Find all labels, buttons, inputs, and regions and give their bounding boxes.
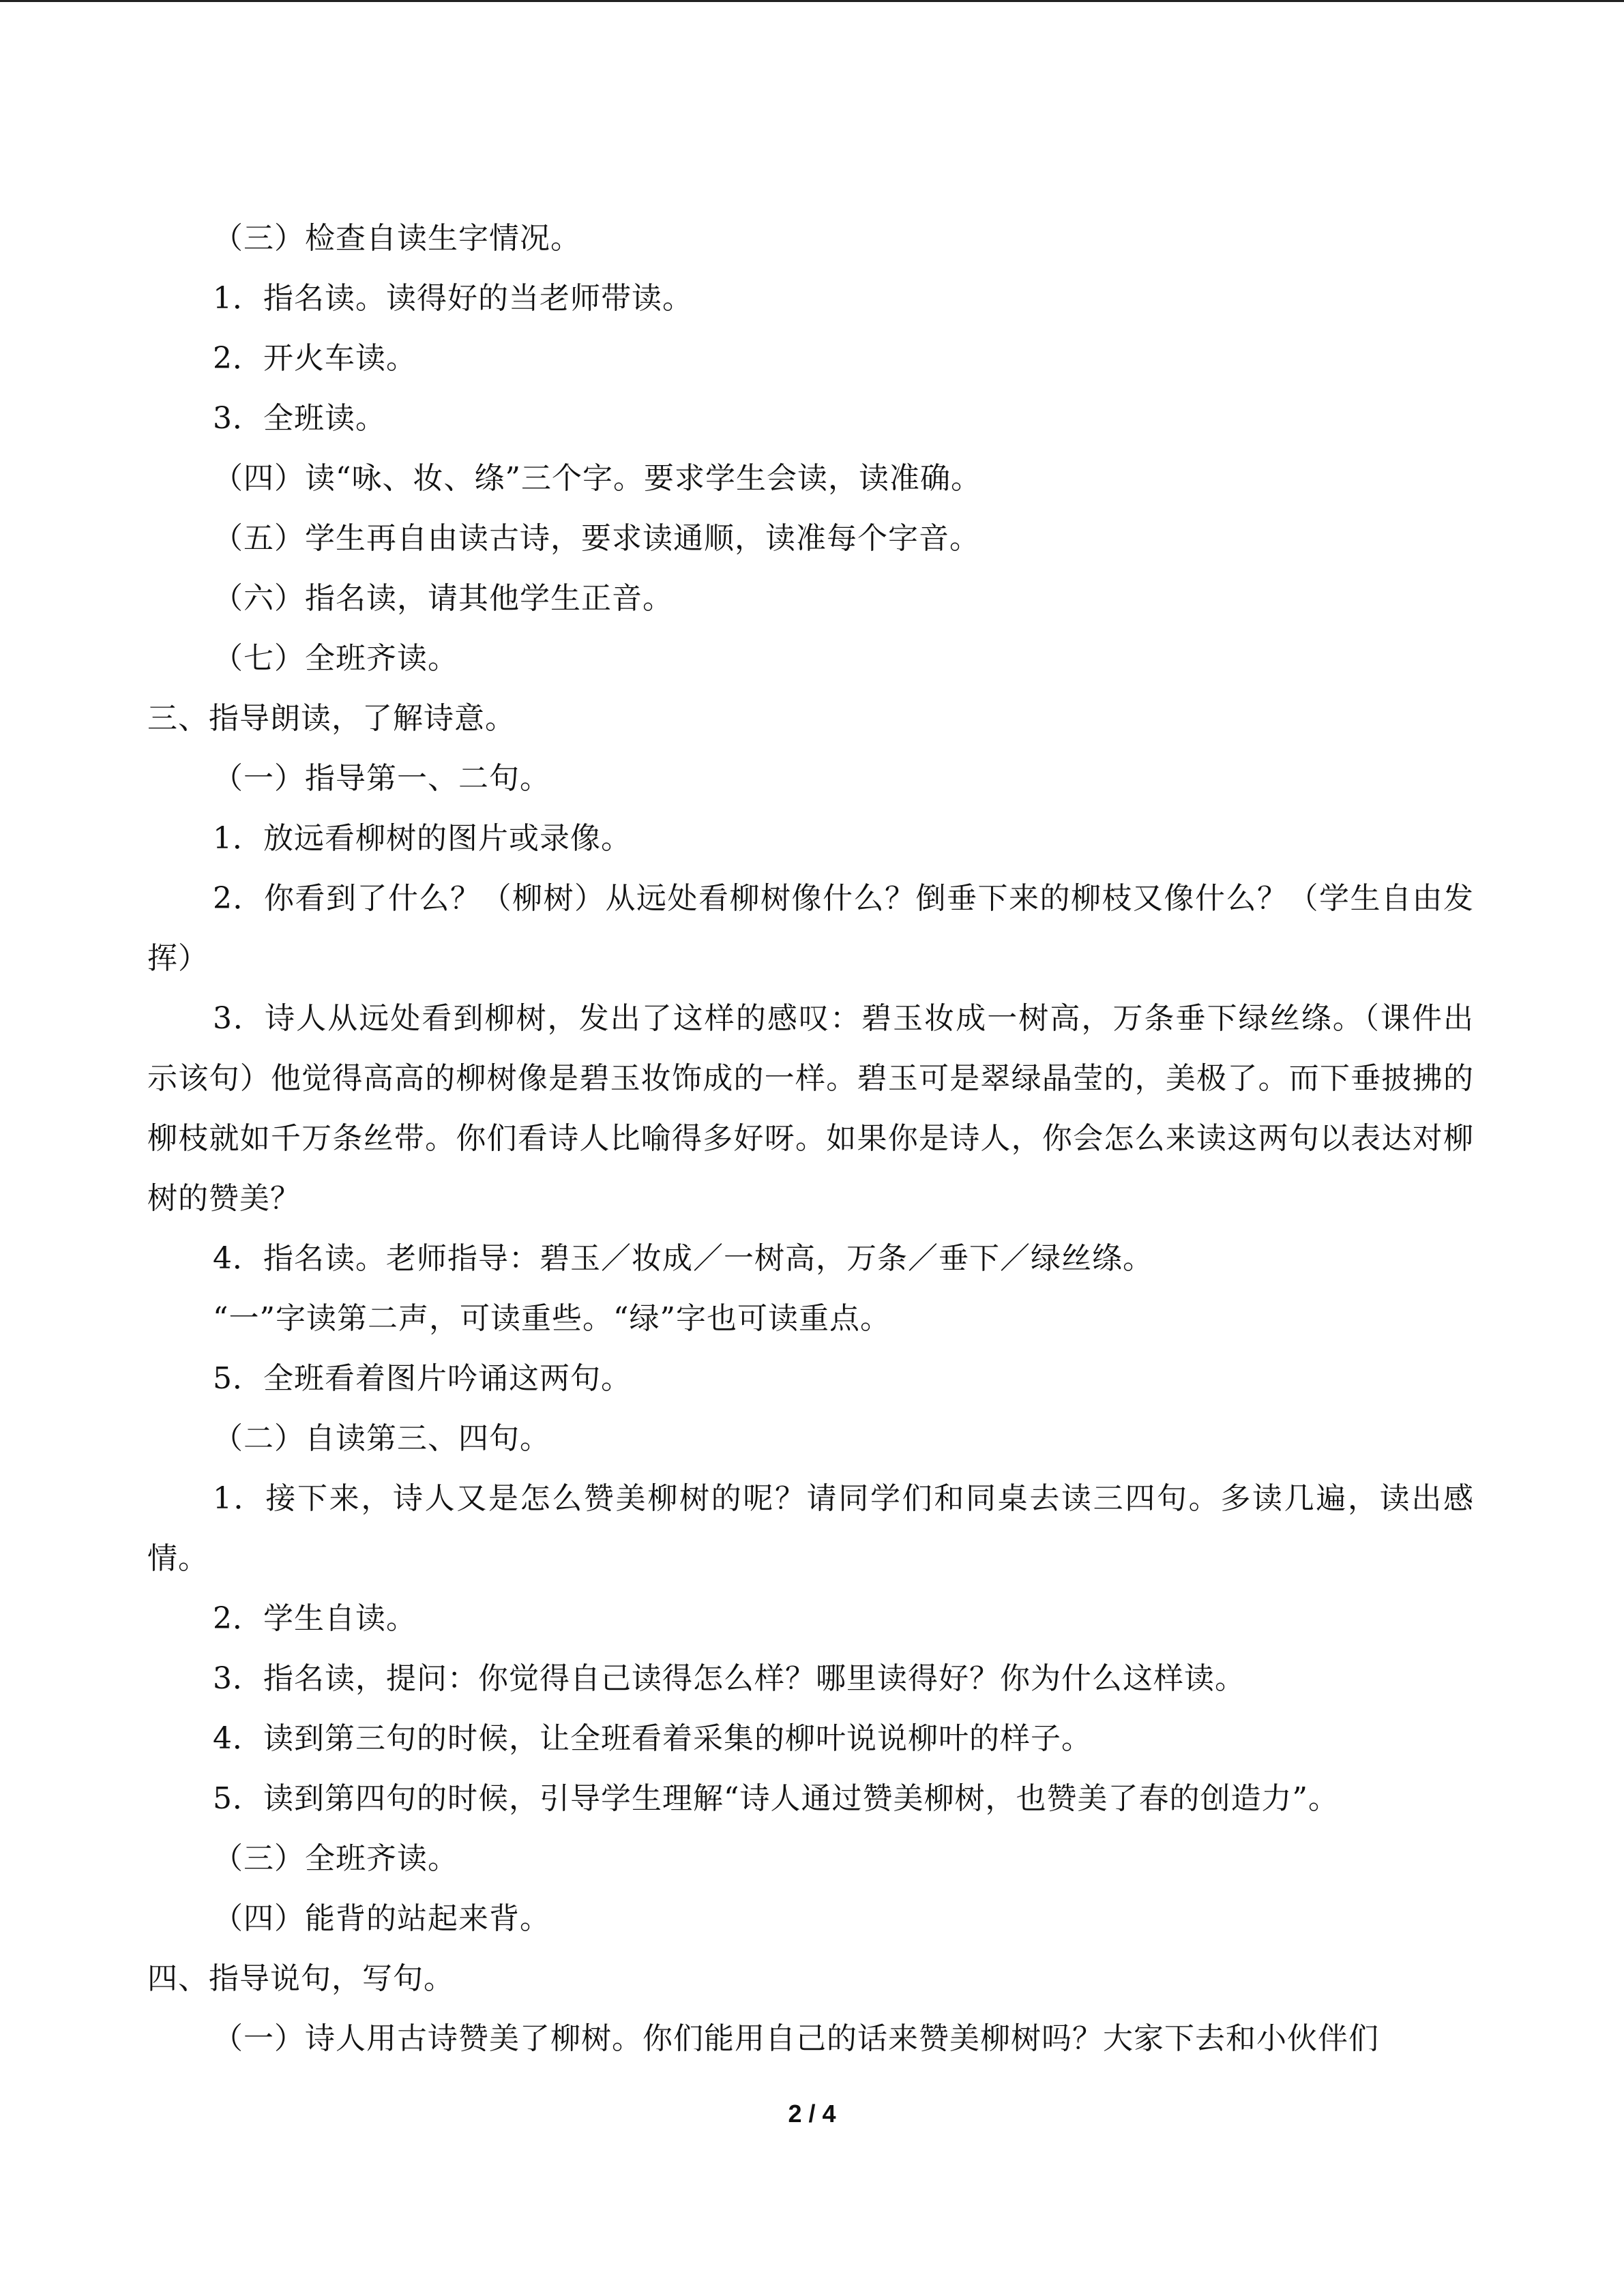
section-heading: 三、指导朗读，了解诗意。 — [147, 701, 516, 736]
paragraph: （五）学生再自由读古诗，要求读通顺，读准每个字音。 — [213, 521, 980, 556]
document-body — [147, 209, 1474, 2069]
paragraph: （四）能背的站起来背。 — [213, 1901, 550, 1936]
paragraph: 5．读到第四句的时候，引导学生理解“诗人通过赞美柳树，也赞美了春的创造力”。 — [213, 1781, 1339, 1816]
paragraph: 2．开火车读。 — [213, 341, 417, 376]
paragraph: （三）检查自读生字情况。 — [213, 221, 581, 256]
page-number: 2 / 4 — [788, 2100, 836, 2128]
paragraph: “一”字读第二声，可读重些。“绿”字也可读重点。 — [213, 1301, 891, 1336]
paragraph: （一）诗人用古诗赞美了柳树。你们能用自己的话来赞美柳树吗？大家下去和小伙伴们 — [213, 2021, 1379, 2056]
paragraph: 5．全班看着图片吟诵这两句。 — [213, 1361, 632, 1396]
paragraph: （六）指名读，请其他学生正音。 — [213, 581, 673, 616]
top-border-line — [0, 0, 1624, 2]
paragraph: 4．指名读。老师指导：碧玉／妆成／一树高，万条／垂下／绿丝绦。 — [213, 1241, 1153, 1276]
paragraph: （一）指导第一、二句。 — [213, 761, 550, 796]
section-heading: 四、指导说句，写句。 — [147, 1961, 454, 1996]
paragraph: （三）全班齐读。 — [213, 1841, 458, 1876]
paragraph: 3．全班读。 — [213, 401, 386, 436]
paragraph: （二）自读第三、四句。 — [213, 1421, 550, 1456]
paragraph: 2．学生自读。 — [213, 1601, 417, 1636]
paragraph: 1．放远看柳树的图片或录像。 — [213, 821, 632, 856]
paragraph: 3．诗人从远处看到柳树，发出了这样的感叹：碧玉妆成一树高，万条垂下绿丝绦。（课件出示该句）他觉得高高的柳树像是碧玉妆饰成的一样。碧玉可是翠绿晶莹的，美极了。而下垂披拂的柳枝就如千万条丝带。你们看诗人比喻得多好呀。如果你是诗人，你会怎么来读这两句以表达对柳树的赞美？ — [147, 1001, 1474, 1216]
paragraph: 1．指名读。读得好的当老师带读。 — [213, 281, 693, 316]
paragraph: 2．你看到了什么？（柳树）从远处看柳树像什么？倒垂下来的柳枝又像什么？（学生自由发挥） — [147, 881, 1474, 976]
paragraph: 4．读到第三句的时候，让全班看着采集的柳叶说说柳叶的样子。 — [213, 1721, 1092, 1756]
paragraph: （四）读“咏、妆、绦”三个字。要求学生会读，读准确。 — [213, 461, 981, 496]
paragraph: 3．指名读，提问：你觉得自己读得怎么样？哪里读得好？你为什么这样读。 — [213, 1661, 1245, 1696]
paragraph: （七）全班齐读。 — [213, 641, 458, 676]
paragraph: 1．接下来，诗人又是怎么赞美柳树的呢？请同学们和同桌去读三四句。多读几遍，读出感情。 — [147, 1481, 1474, 1576]
